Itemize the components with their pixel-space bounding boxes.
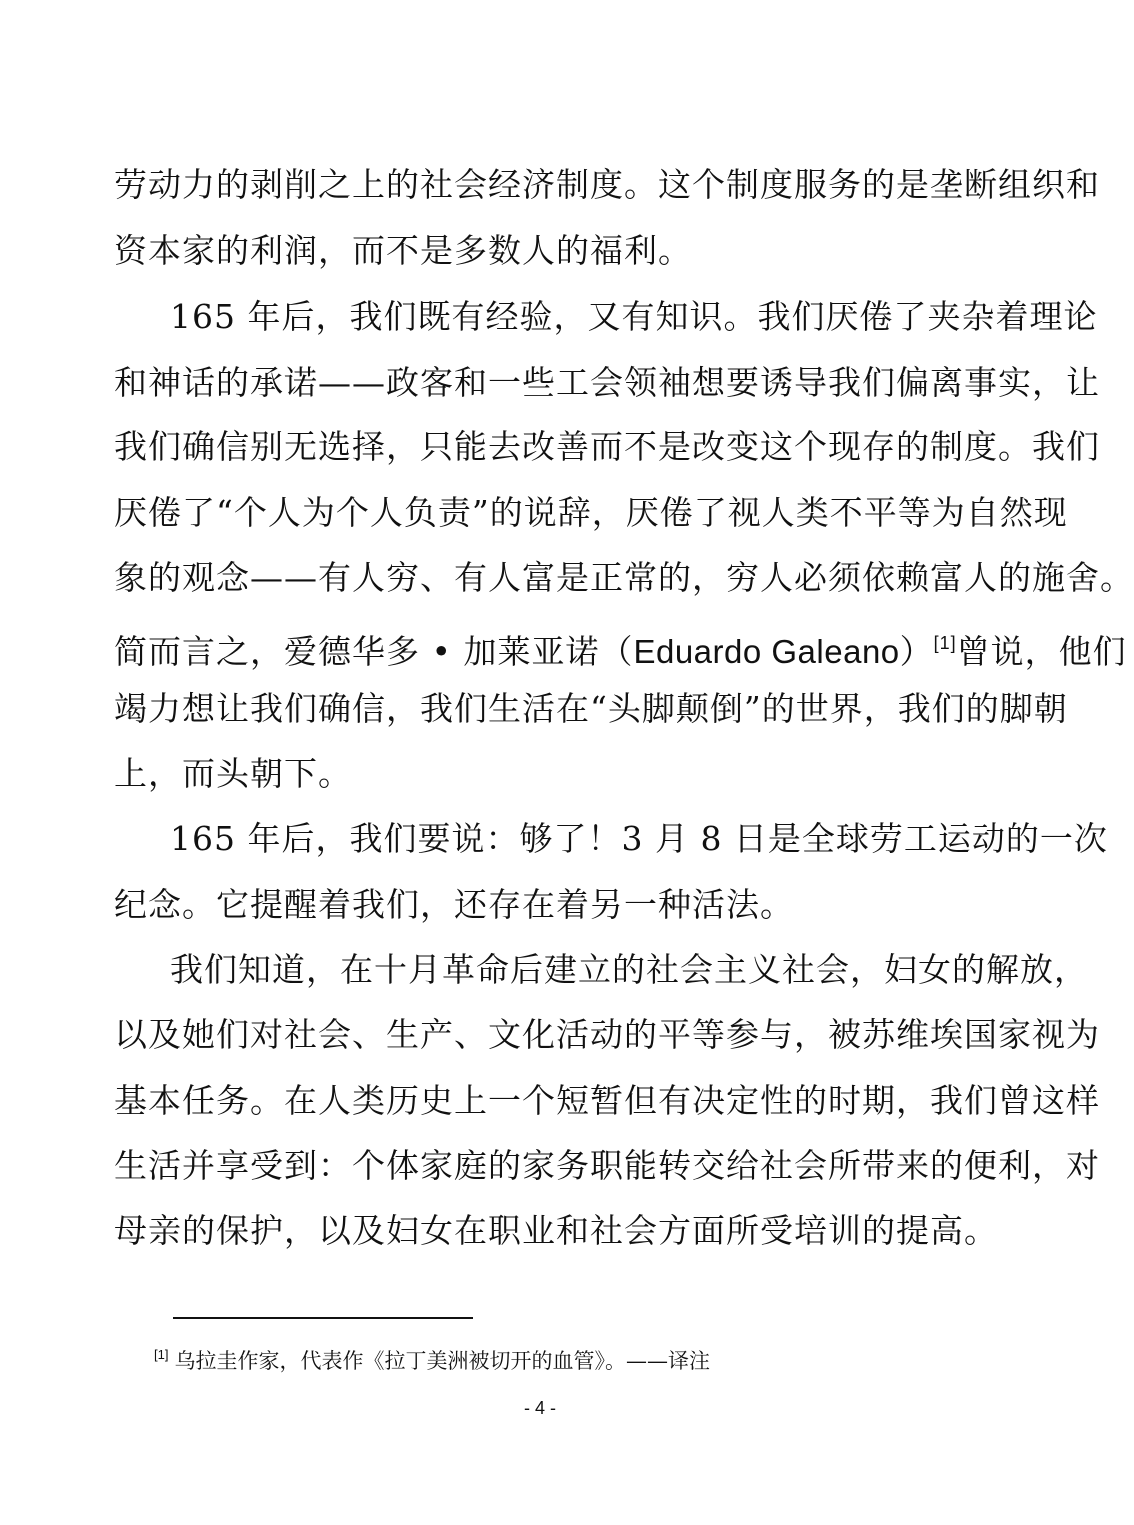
- footnote-separator: [173, 1317, 473, 1319]
- body-line: 竭力想让我们确信，我们生活在“头脚颠倒”的世界，我们的脚朝: [114, 689, 1068, 728]
- latin-name: Eduardo Galeano: [633, 633, 900, 670]
- body-line: 劳动力的剥削之上的社会经济制度。这个制度服务的是垄断组织和: [114, 165, 1100, 204]
- body-line: 我们确信别无选择，只能去改善而不是改变这个现存的制度。我们: [114, 427, 1100, 466]
- body-line: 生活并享受到：个体家庭的家务职能转交给社会所带来的便利，对: [114, 1146, 1100, 1185]
- paragraph-start-line: 165 年后，我们要说：够了！3 月 8 日是全球劳工运动的一次: [170, 819, 1108, 858]
- body-line: 母亲的保护，以及妇女在职业和社会方面所受培训的提高。: [114, 1211, 998, 1250]
- body-line: 厌倦了“个人为个人负责”的说辞，厌倦了视人类不平等为自然现: [114, 493, 1068, 532]
- paragraph-start-line: 165 年后，我们既有经验，又有知识。我们厌倦了夹杂着理论: [170, 297, 1098, 336]
- body-line: 纪念。它提醒着我们，还存在着另一种活法。: [114, 885, 794, 924]
- body-line: 以及她们对社会、生产、文化活动的平等参与，被苏维埃国家视为: [114, 1015, 1100, 1054]
- body-line: 上，而头朝下。: [114, 754, 352, 793]
- text-segment: 简而言之，爱德华多 • 加莱亚诺（: [114, 632, 634, 671]
- text-segment: 曾说，他们: [956, 632, 1127, 671]
- text-segment: ）: [899, 632, 934, 671]
- footnote: [154, 1340, 710, 1376]
- body-line: 资本家的利润，而不是多数人的福利。: [114, 231, 692, 270]
- footnote-text: 乌拉圭作家，代表作《拉丁美洲被切开的血管》。——译注: [174, 1349, 710, 1373]
- body-line-with-footnote-ref: [114, 621, 1127, 674]
- body-line: 和神话的承诺——政客和一些工会领袖想要诱导我们偏离事实，让: [114, 363, 1100, 402]
- page-number: - 4 -: [523, 1398, 556, 1418]
- paragraph-start-line: 我们知道，在十月革命后建立的社会主义社会，妇女的解放，: [170, 950, 1088, 989]
- body-line: 象的观念——有人穷、有人富是正常的，穷人必须依赖富人的施舍。: [114, 558, 1134, 597]
- body-line: 基本任务。在人类历史上一个短暂但有决定性的时期，我们曾这样: [114, 1081, 1100, 1120]
- footnote-reference[interactable]: [1]: [933, 633, 957, 653]
- footnote-marker: [1]: [154, 1347, 169, 1362]
